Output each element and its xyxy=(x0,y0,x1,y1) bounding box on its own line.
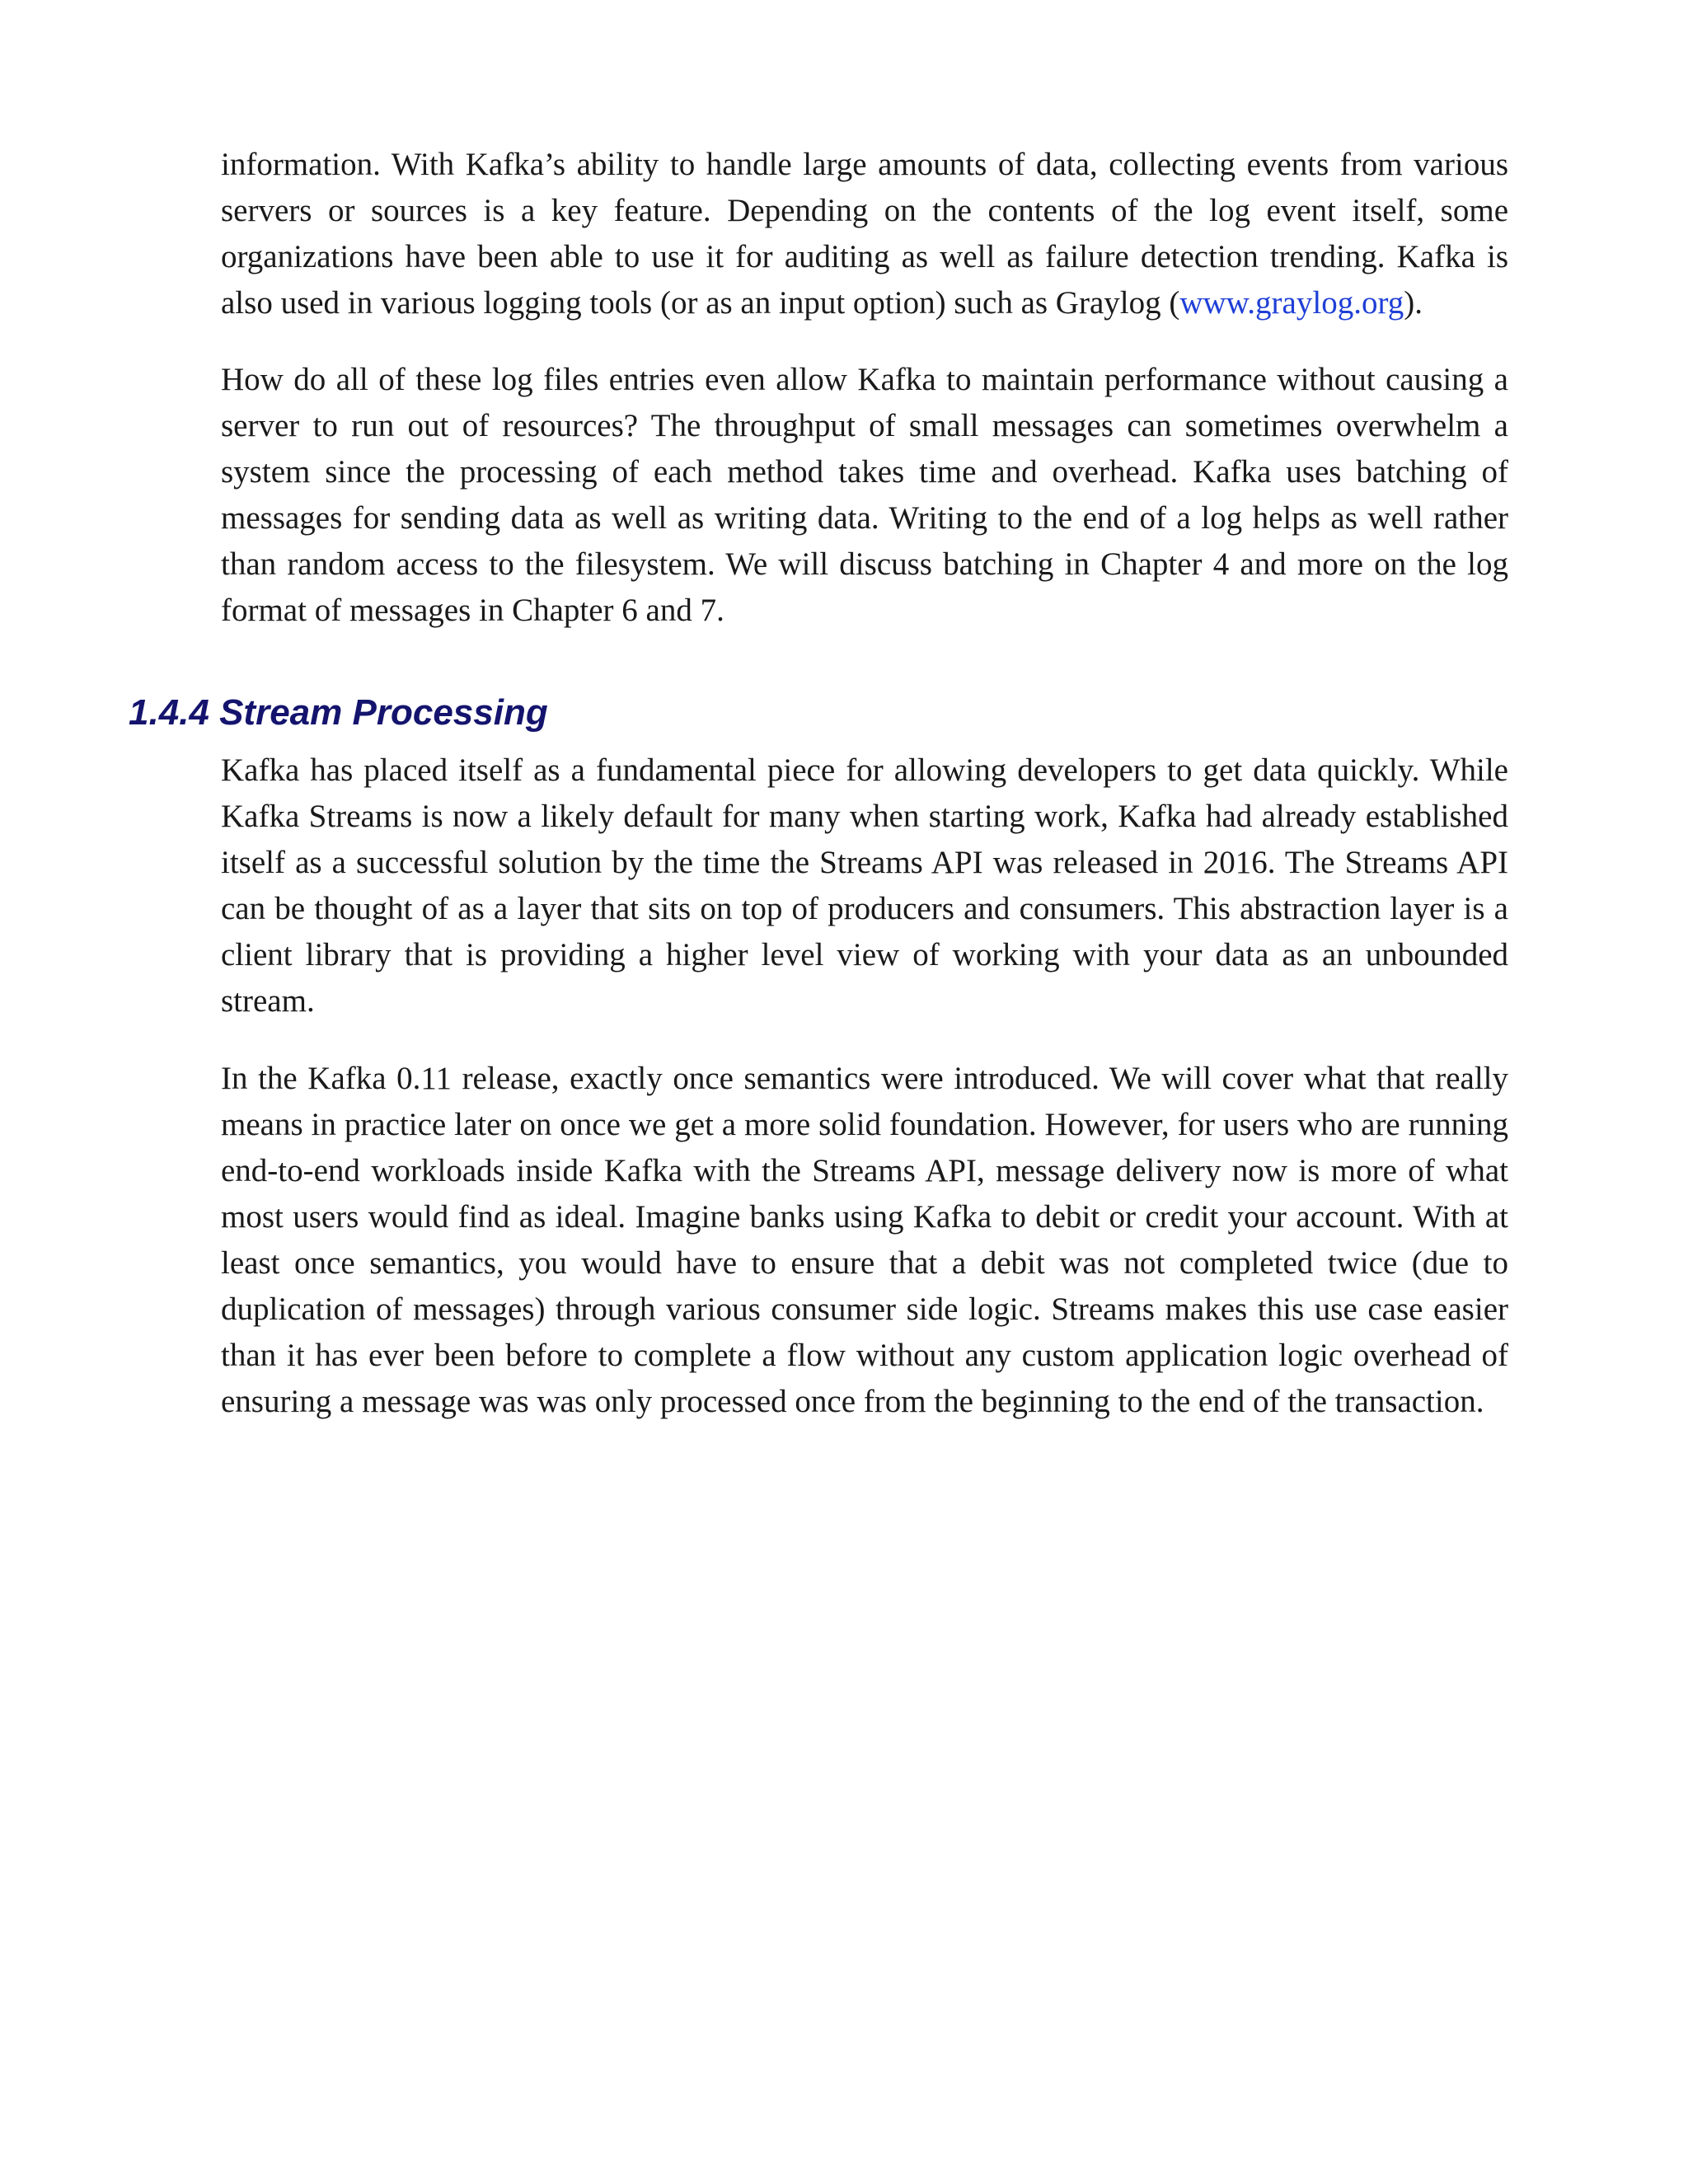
graylog-link[interactable]: www.graylog.org xyxy=(1179,285,1404,321)
section-heading-stream-processing: 1.4.4 Stream Processing xyxy=(129,692,548,733)
paragraph-text-before-link: information. With Kafka’s ability to handle large amounts of data, collecting events from various servers or sources is a key feature. Depending on the contents of the log event itself, some organizations have been able to use it for auditing as well as failure detection trending. Kafka is also used in various logging tools (or as an input option) such as Graylog ( xyxy=(221,147,1508,321)
paragraph-streams-api: Kafka has placed itself as a fundamental piece for allowing developers to get data quickly. While Kafka Streams is now a likely default for many when starting work, Kafka had already established itself as a successful solution by the time the Streams API was released in 2016. The Streams API can be thought of as a layer that sits on top of producers and consumers. This abstraction layer is a client library that is providing a higher level view of working with your data as an unbounded stream. xyxy=(221,752,1508,1019)
paragraph-log-aggregation-continued xyxy=(221,142,1508,326)
paragraph-exactly-once: In the Kafka 0.11 release, exactly once semantics were introduced. We will cover what that really means in practice later on once we get a more solid foundation. However, for users who are running end-to-end workloads inside Kafka with the Streams API, message delivery now is more of what most users would find as ideal. Imagine banks using Kafka to debit or credit your account. With at least once semantics, you would have to ensure that a debit was not completed twice (due to duplication of messages) through various consumer side logic. Streams makes this use case easier than it has ever been before to complete a flow without any custom application logic overhead of ensuring a message was was only processed once from the beginning to the end of the transaction. xyxy=(221,1061,1508,1419)
paragraph-text-after-link: ). xyxy=(1404,285,1423,321)
paragraph-log-performance: How do all of these log files entries even allow Kafka to maintain performance without causing a server to run out of resources? The throughput of small messages can sometimes overwhelm a system since the processing of each method takes time and overhead. Kafka uses batching of messages for sending data as well as writing data. Writing to the end of a log helps as well rather than random access to the filesystem. We will discuss batching in Chapter 4 and more on the log format of messages in Chapter 6 and 7. xyxy=(221,362,1508,628)
